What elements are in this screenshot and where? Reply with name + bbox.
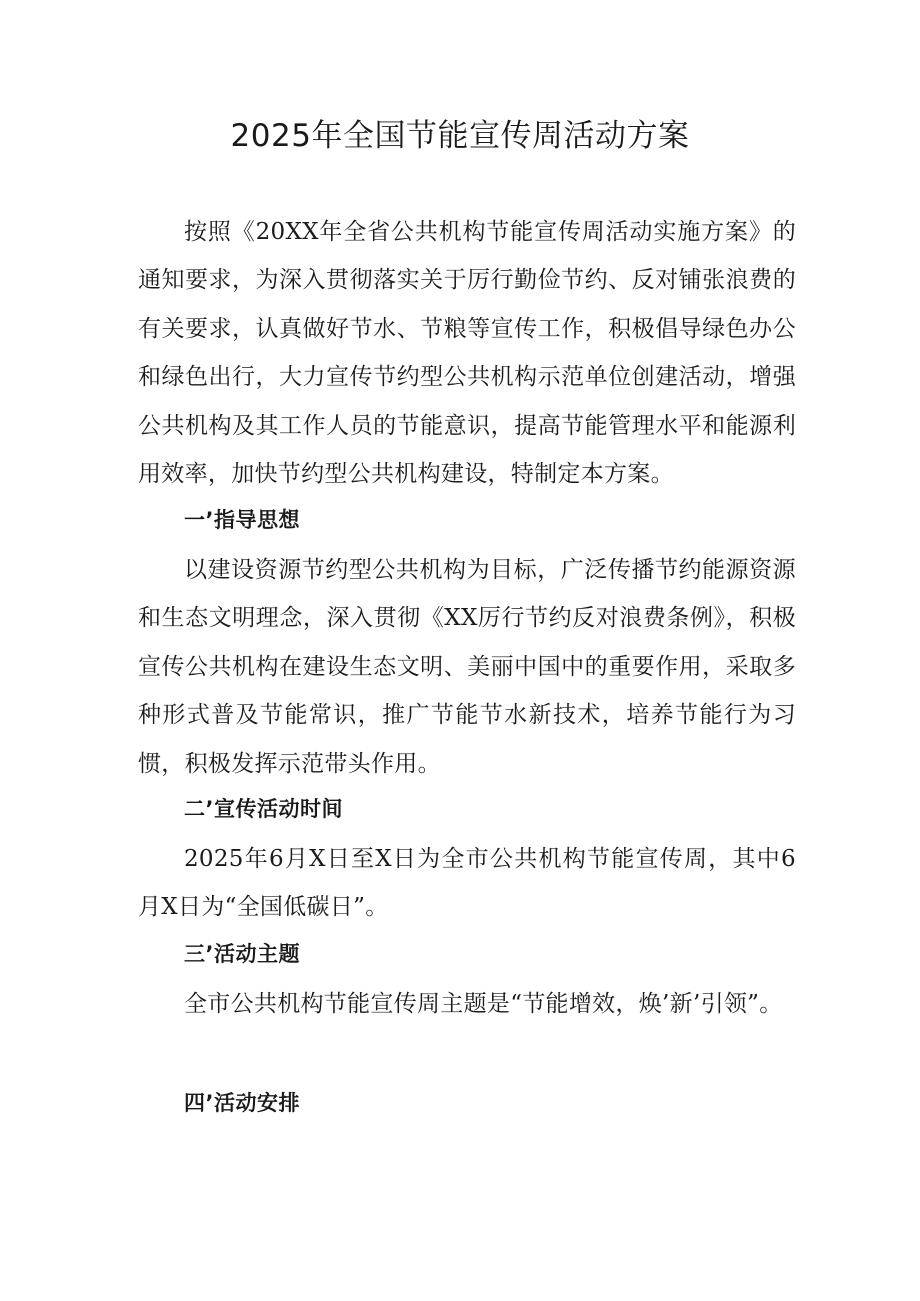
section-heading-activity-time: 二’宣传活动时间 <box>184 797 343 821</box>
section-heading-guiding-ideology: 一’指导思想 <box>184 508 300 532</box>
section-heading-activity-theme: 三’活动主题 <box>184 942 300 966</box>
section-body-activity-time: 2025年6月X日至X日为全市公共机构节能宣传周，其中6月X日为“全国低碳日”。 <box>138 846 796 921</box>
section-heading-activity-arrangement: 四’活动安排 <box>184 1091 300 1115</box>
intro-paragraph: 按照《20XX年全省公共机构节能宣传周活动实施方案》的通知要求，为深入贯彻落实关于厉行勤俭节约、反对铺张浪费的有关要求，认真做好节水、节粮等宣传工作，积极倡导绿色办公和绿色出行，大力宣传节约型公共机构示范单位创建活动，增强公共机构及其工作人员的节能意识，提高节能管理水平和能源利用效率，加快节约型公共机构建设，特制定本方案。 <box>138 219 796 488</box>
section-body-guiding-ideology: 以建设资源节约型公共机构为目标，广泛传播节约能源资源和生态文明理念，深入贯彻《XX厉行节约反对浪费条例》，积极宣传公共机构在建设生态文明、美丽中国中的重要作用，采取多种形式普及节能常识，推广节能节水新技术，培养节能行为习惯，积极发挥示范带头作用。 <box>138 557 796 777</box>
document-title: 2025年全国节能宣传周活动方案 <box>230 118 690 154</box>
section-body-activity-theme: 全市公共机构节能宣传周主题是“节能增效，焕’新’引领”。 <box>184 991 783 1017</box>
